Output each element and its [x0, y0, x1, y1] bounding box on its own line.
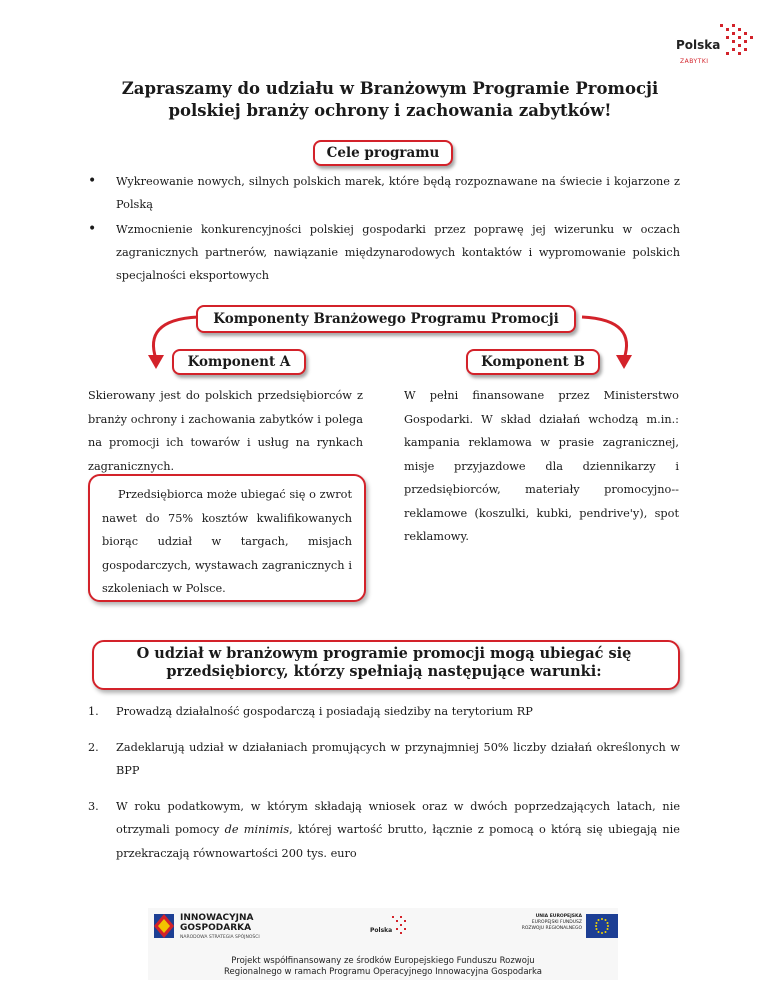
component-a-label: Komponent A: [172, 349, 306, 375]
component-a-text: Skierowany jest do polskich przedsiębiorców z branży ochrony i zachowania zabytków i polega na promocji ich towarów i usług na rynkach zagranicznych.: [88, 389, 363, 473]
ig-title: INNOWACYJNA GOSPODARKA: [180, 913, 254, 933]
component-b-label: Komponent B: [466, 349, 600, 375]
conditions-list: [88, 700, 680, 877]
component-a-refund-text: Przedsiębiorca może ubiegać się o zwrot nawet do 75% kosztów kwalifikowanych biorąc udział w targach, misjach gospodarczych, wystawach zagranicznych i szkoleniach w Polsce.: [102, 488, 352, 595]
eu-flag-icon: [586, 914, 618, 938]
funding-note: Projekt współfinansowany ze środków Europejskiego Funduszu Rozwoju Regionalnego w ramach Programu Operacyjnego Innowacyjna Gospodarka: [223, 956, 543, 977]
component-b-text: W pełni finansowane przez Ministerstwo Gospodarki. W skład działań wchodzą m.in.: kampania reklamowa w prasie zagranicznej, misje przyjazdowe dla dziennikarzy i przedsiębiorców, materiały promocyjno--reklamowe (koszulki, kubki, pendrive'y), spot reklamowy.: [404, 389, 679, 543]
conditions-heading: O udział w branżowym programie promocji mogą ubiegać się przedsiębiorcy, którzy spełniają następujące warunki:: [136, 645, 632, 680]
ig-subtitle: NARODOWA STRATEGIA SPÓJNOŚCI: [180, 935, 260, 940]
innowacyjna-gospodarka-icon: [152, 912, 176, 940]
logo-subtitle: ZABYTKI: [680, 58, 709, 65]
polska-small-name: Polska: [370, 927, 393, 934]
list-item: • Wzmocnienie konkurencyjności polskiej gospodarki przez poprawę jej wizerunku w oczach zagranicznych partnerów, nawiązanie międzynarodowych kontaktów i wypromowanie polskich specjalności eksportowych: [88, 218, 680, 287]
logo-name: Polska: [676, 38, 721, 52]
eu-label: UNIA EUROPEJSKA EUROPEJSKI FUNDUSZ ROZWOJU REGIONALNEGO: [521, 914, 582, 931]
list-item: 3. W roku podatkowym, w którym składają wniosek oraz w dwóch poprzedzających latach, nie otrzymali pomocy de minimis, której wartość brutto, łącznie z pomocą o którą się ubiegają nie przekraczają równowartości 200 tys. euro: [88, 799, 680, 860]
goals-list: [88, 170, 680, 289]
goals-heading: Cele programu: [313, 140, 453, 166]
page-title: Zapraszamy do udziału w Branżowym Programie Promocji polskiej branży ochrony i zachowania zabytków!: [121, 79, 659, 120]
funding-footer: [148, 908, 618, 980]
list-item: 2. Zadeklarują udział w działaniach promujących w przynajmniej 50% liczby działań określonych w BPP: [88, 740, 680, 777]
polska-small-logo-icon: [388, 914, 408, 938]
components-heading: Komponenty Branżowego Programu Promocji: [196, 305, 576, 333]
list-item: 1. Prowadzą działalność gospodarczą i posiadają siedziby na terytorium RP: [88, 705, 533, 718]
list-item: • Wykreowanie nowych, silnych polskich marek, które będą rozpoznawane na świecie i kojarzone z Polską: [88, 170, 680, 216]
